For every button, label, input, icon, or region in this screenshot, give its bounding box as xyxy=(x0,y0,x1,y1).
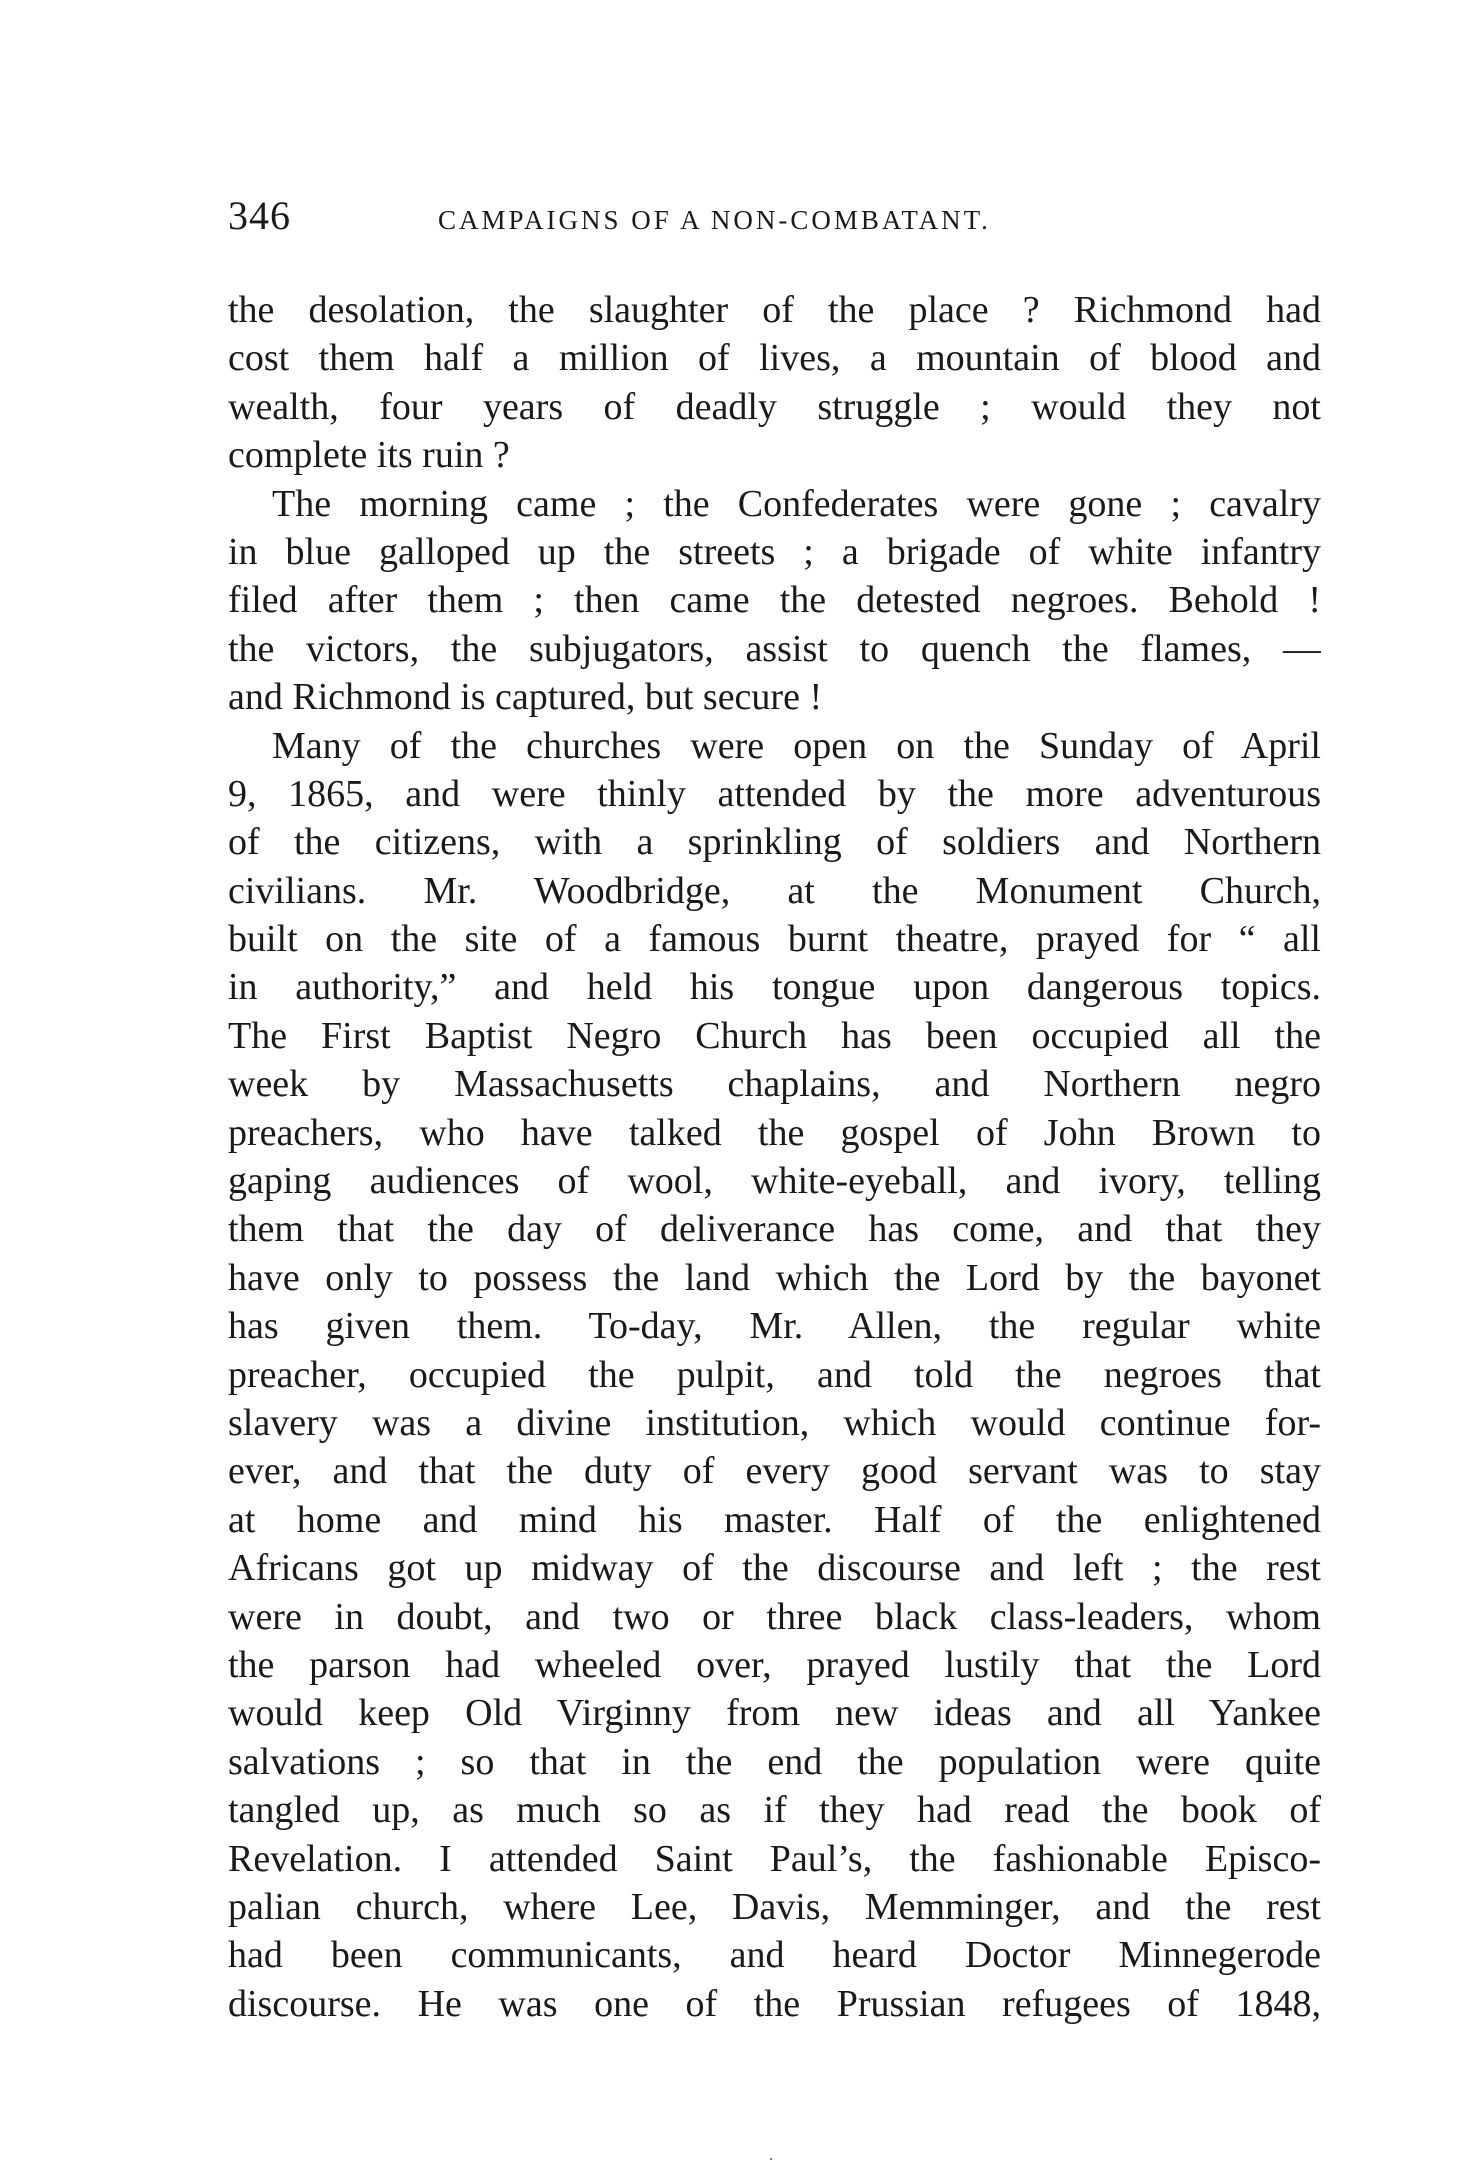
text-line: at home and mind his master. Half of the enlightened xyxy=(228,1498,1321,1541)
paragraph-first-line: Many of the churches were open on the Sunday of April xyxy=(272,724,1321,767)
text-line: palian church, where Lee, Davis, Memminger, and the rest xyxy=(228,1885,1321,1928)
text-line: has given them. To-day, Mr. Allen, the regular white xyxy=(228,1305,1321,1348)
text-line: in authority,” and held his tongue upon dangerous topics. xyxy=(228,966,1321,1009)
text-line: had been communicants, and heard Doctor Minnegerode xyxy=(228,1934,1321,1977)
body-text xyxy=(228,286,1321,2028)
print-speck xyxy=(770,2158,772,2160)
text-line: The First Baptist Negro Church has been occupied all the xyxy=(228,1014,1321,1057)
text-line: and Richmond is captured, but secure ! xyxy=(228,676,823,719)
paragraph-first-line: The morning came ; the Confederates were gone ; cavalry xyxy=(272,482,1321,525)
text-line: the parson had wheeled over, prayed lustily that the Lord xyxy=(228,1643,1321,1686)
text-line: filed after them ; then came the detested negroes. Behold ! xyxy=(228,579,1321,622)
text-line: tangled up, as much so as if they had read the book of xyxy=(228,1789,1321,1832)
text-line: were in doubt, and two or three black class-leaders, whom xyxy=(228,1595,1321,1638)
text-line: built on the site of a famous burnt theatre, prayed for “ all xyxy=(228,918,1321,961)
text-line: ever, and that the duty of every good servant was to stay xyxy=(228,1450,1321,1493)
text-line: salvations ; so that in the end the population were quite xyxy=(228,1740,1321,1783)
text-line: slavery was a divine institution, which would continue for- xyxy=(228,1401,1321,1444)
text-line: preachers, who have talked the gospel of John Brown to xyxy=(228,1111,1321,1154)
text-line: cost them half a million of lives, a mountain of blood and xyxy=(228,337,1321,380)
text-line: the desolation, the slaughter of the place ? Richmond had xyxy=(228,289,1321,331)
text-line: Revelation. I attended Saint Paul’s, the fashionable Episco- xyxy=(228,1837,1321,1880)
running-head xyxy=(228,192,1328,242)
text-line: in blue galloped up the streets ; a brigade of white infantry xyxy=(228,530,1321,573)
text-line: discourse. He was one of the Prussian refugees of 1848, xyxy=(228,1982,1321,2025)
text-line: would keep Old Virginny from new ideas and all Yankee xyxy=(228,1692,1321,1735)
text-line: 9, 1865, and were thinly attended by the more adventurous xyxy=(228,772,1321,815)
text-line: gaping audiences of wool, white-eyeball, and ivory, telling xyxy=(228,1160,1321,1203)
running-title: CAMPAIGNS OF A NON-COMBATANT. xyxy=(438,205,991,235)
text-line: week by Massachusetts chaplains, and Northern negro xyxy=(228,1063,1321,1106)
page-number: 346 xyxy=(228,193,291,238)
text-line: them that the day of deliverance has come, and that they xyxy=(228,1208,1321,1251)
text-line: have only to possess the land which the Lord by the bayonet xyxy=(228,1256,1321,1299)
text-line: of the citizens, with a sprinkling of soldiers and Northern xyxy=(228,821,1321,864)
text-line: the victors, the subjugators, assist to quench the flames, — xyxy=(228,627,1321,670)
text-line: preacher, occupied the pulpit, and told the negroes that xyxy=(228,1353,1321,1396)
text-line: civilians. Mr. Woodbridge, at the Monument Church, xyxy=(228,869,1321,912)
text-line: wealth, four years of deadly struggle ; would they not xyxy=(228,385,1321,428)
text-line: Africans got up midway of the discourse and left ; the rest xyxy=(228,1547,1321,1590)
text-line: complete its ruin ? xyxy=(228,434,510,477)
